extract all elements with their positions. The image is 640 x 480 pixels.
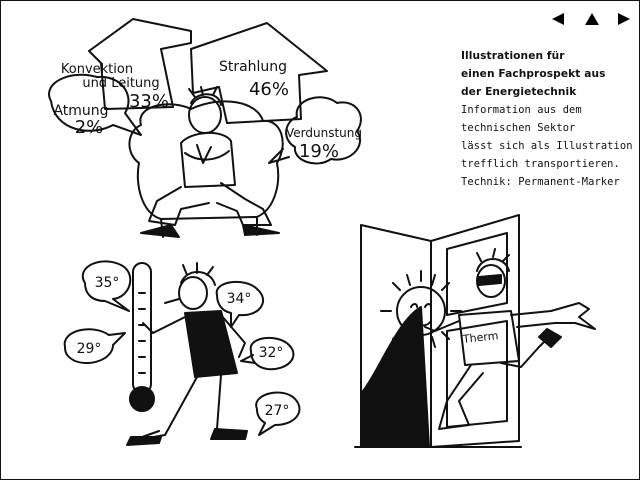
prev-button[interactable]: [547, 9, 569, 29]
next-button[interactable]: [613, 9, 635, 29]
info-body-line: Technik: Permanent-Marker: [461, 176, 620, 188]
arrow-left-icon: [551, 12, 565, 26]
temp-27-label: 27°: [264, 403, 290, 419]
info-body-line: Information aus dem: [461, 104, 582, 116]
arrow-right-icon: [617, 12, 631, 26]
illustration-thermometer: [61, 253, 311, 453]
evaporation-value: 19%: [298, 141, 340, 162]
illustration-door: [351, 211, 613, 451]
temp-32-label: 32°: [258, 345, 284, 361]
radiation-label: Strahlung: [218, 59, 288, 75]
breathing-label: Atmung: [53, 103, 109, 119]
illustration-armchair: [31, 13, 371, 245]
temp-34-label: 34°: [226, 291, 252, 307]
info-title-line: der Energietechnik: [461, 86, 577, 98]
man-head: [189, 97, 221, 133]
convection-label: Konvektion: [60, 62, 134, 77]
info-title-line: einen Fachprospekt aus: [461, 68, 606, 80]
up-button[interactable]: [581, 9, 603, 29]
temp-29-label: 29°: [76, 341, 102, 357]
info-body-line: technischen Sektor: [461, 122, 576, 134]
evaporation-label: Verdunstung: [286, 126, 362, 140]
info-body-line: lässt sich als Illustration: [461, 140, 633, 152]
temp-35-label: 35°: [94, 275, 120, 291]
thermo-man-head: [179, 277, 207, 309]
convection-value: 33%: [128, 91, 170, 112]
info-title-line: Illustrationen für: [461, 50, 565, 62]
convection-label-2: und Leitung: [82, 76, 160, 91]
info-body-line: trefflich transportieren.: [461, 158, 620, 170]
breathing-value: 2%: [74, 117, 104, 138]
radiation-value: 46%: [248, 79, 290, 100]
arrow-up-icon: [584, 12, 600, 26]
shirt-text: Therm: [462, 329, 499, 346]
info-text: [461, 47, 637, 191]
